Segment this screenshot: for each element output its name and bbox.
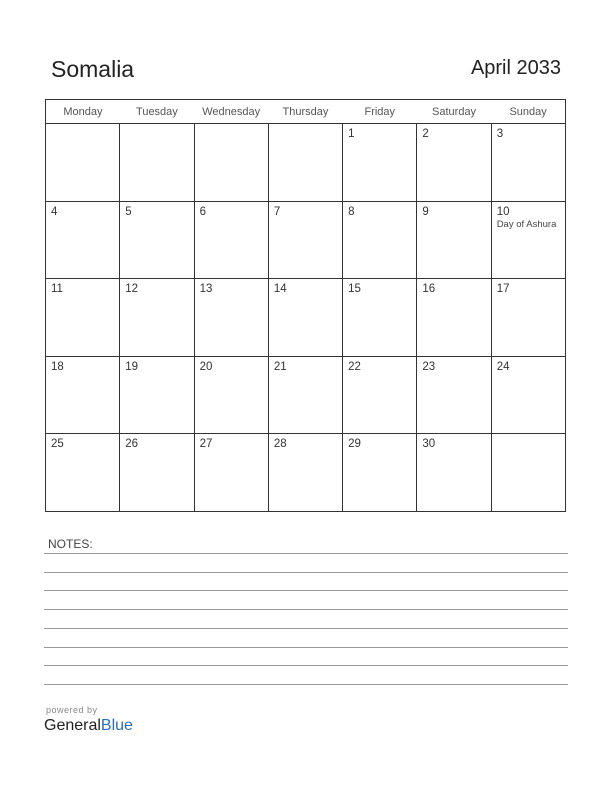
day-cell bbox=[120, 124, 194, 202]
day-number: 29 bbox=[348, 438, 361, 451]
generalblue-logo[interactable] bbox=[44, 717, 133, 735]
weekday-monday: Monday bbox=[46, 100, 120, 124]
day-cell bbox=[491, 124, 565, 202]
day-number: 10 bbox=[496, 205, 510, 218]
day-number: 24 bbox=[496, 360, 510, 373]
day-cell bbox=[268, 201, 342, 279]
day-cell bbox=[491, 201, 565, 279]
day-number: 5 bbox=[125, 205, 132, 218]
day-number: 2 bbox=[422, 128, 429, 140]
day-number: 16 bbox=[422, 283, 436, 296]
day-cell bbox=[268, 356, 342, 434]
day-cell bbox=[120, 434, 194, 512]
day-cell bbox=[343, 124, 417, 202]
day-number: 26 bbox=[125, 438, 139, 451]
day-cell bbox=[120, 201, 194, 279]
day-number: 27 bbox=[199, 438, 213, 451]
weekday-sunday: Sunday bbox=[491, 100, 565, 124]
day-number: 3 bbox=[496, 128, 504, 140]
day-cell bbox=[194, 434, 268, 512]
weekday-header-row bbox=[46, 100, 566, 124]
day-cell bbox=[46, 434, 120, 512]
notes-line bbox=[44, 684, 568, 685]
day-cell bbox=[194, 201, 268, 279]
notes-line bbox=[44, 665, 568, 666]
day-cell bbox=[417, 356, 491, 434]
day-cell bbox=[343, 279, 417, 357]
day-number: 17 bbox=[496, 283, 510, 296]
day-cell bbox=[46, 201, 120, 279]
day-number: 20 bbox=[199, 360, 213, 373]
notes-line bbox=[44, 553, 568, 554]
day-cell bbox=[194, 124, 268, 202]
day-cell bbox=[120, 279, 194, 357]
day-cell bbox=[417, 279, 491, 357]
day-cell bbox=[194, 356, 268, 434]
day-cell bbox=[343, 356, 417, 434]
day-cell bbox=[491, 434, 565, 512]
week-row bbox=[46, 201, 566, 279]
day-number: 6 bbox=[199, 205, 206, 218]
day-cell bbox=[417, 201, 491, 279]
week-row bbox=[46, 434, 566, 512]
day-cell bbox=[417, 434, 491, 512]
day-number: 15 bbox=[348, 283, 361, 296]
day-cell bbox=[46, 356, 120, 434]
day-cell bbox=[491, 279, 565, 357]
brand-blue-text: Blue bbox=[100, 717, 133, 734]
weekday-tuesday: Tuesday bbox=[120, 100, 194, 124]
day-number: 18 bbox=[51, 360, 64, 373]
holiday-label: Day of Ashura bbox=[496, 218, 557, 230]
notes-line bbox=[44, 647, 568, 648]
day-number: 13 bbox=[199, 283, 213, 296]
day-number: 8 bbox=[348, 205, 355, 218]
day-cell bbox=[194, 279, 268, 357]
notes-line bbox=[44, 609, 568, 610]
day-cell bbox=[491, 356, 565, 434]
day-number: 12 bbox=[125, 283, 139, 296]
day-cell bbox=[268, 434, 342, 512]
day-cell bbox=[120, 356, 194, 434]
day-cell bbox=[268, 279, 342, 357]
day-number: 25 bbox=[51, 438, 64, 451]
country-title: Somalia bbox=[51, 56, 135, 82]
weekday-wednesday: Wednesday bbox=[194, 100, 268, 124]
day-number: 14 bbox=[273, 283, 287, 296]
weekday-friday: Friday bbox=[343, 100, 417, 124]
day-number: 7 bbox=[273, 205, 281, 218]
notes-line bbox=[44, 628, 568, 629]
calendar-grid bbox=[45, 99, 566, 512]
powered-by-text: powered by bbox=[46, 705, 98, 715]
weekday-thursday: Thursday bbox=[268, 100, 342, 124]
day-number: 4 bbox=[51, 205, 58, 218]
day-number: 19 bbox=[125, 360, 139, 373]
day-number: 11 bbox=[51, 283, 63, 296]
day-cell bbox=[343, 434, 417, 512]
day-number: 23 bbox=[422, 360, 436, 373]
day-cell bbox=[268, 124, 342, 202]
brand-general-text: General bbox=[44, 717, 101, 734]
notes-label: NOTES: bbox=[48, 537, 93, 551]
day-cell bbox=[343, 201, 417, 279]
week-row bbox=[46, 356, 566, 434]
week-row bbox=[46, 279, 566, 357]
day-number: 21 bbox=[273, 360, 287, 373]
notes-line bbox=[44, 590, 568, 591]
notes-line bbox=[44, 572, 568, 573]
month-year-title: April 2033 bbox=[470, 57, 561, 79]
day-cell bbox=[46, 124, 120, 202]
day-number: 9 bbox=[422, 205, 429, 218]
day-number: 22 bbox=[348, 360, 361, 373]
day-cell bbox=[46, 279, 120, 357]
day-number: 1 bbox=[348, 128, 355, 140]
day-cell bbox=[417, 124, 491, 202]
week-row bbox=[46, 124, 566, 202]
day-number: 30 bbox=[422, 438, 436, 451]
weekday-saturday: Saturday bbox=[417, 100, 491, 124]
day-number: 28 bbox=[273, 438, 287, 451]
